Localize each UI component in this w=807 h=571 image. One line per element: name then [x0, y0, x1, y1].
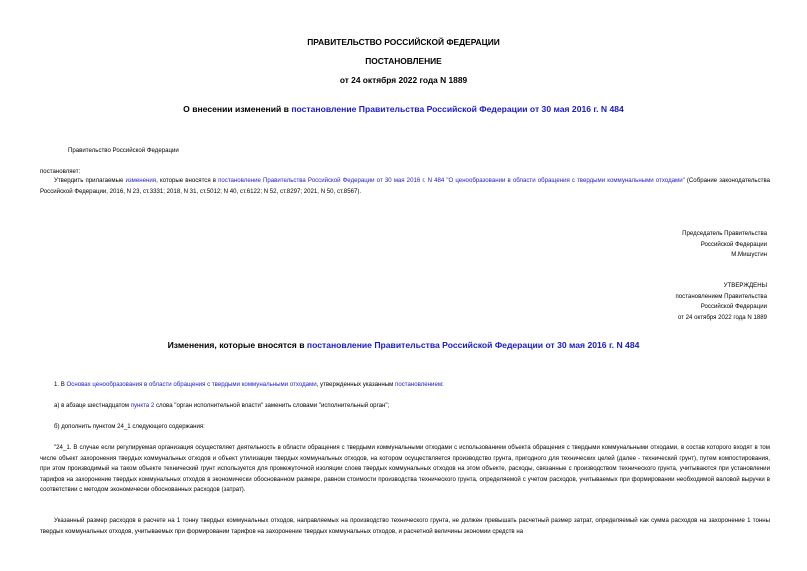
resolution-link[interactable]: постановлением	[395, 381, 443, 388]
pricing-basics-link[interactable]: Основах ценообразования в области обращения с твердыми коммунальными отходами	[66, 381, 317, 388]
paragraph-costs: Указанный размер расходов в расчете на 1 тонну твердых коммунальных отходов, направляемых на производство технического грунта, не должен превышать расчетный размер затрат, определяемый как сумма расходов на захоронение 1 тонны твердых коммунальных отходов, учитываемых при формировании тарифов на захоронение твердых коммунальных отходов, и расчетной величины экономии средств на	[40, 517, 770, 535]
resolution-484-link[interactable]: постановление Правительства Российской Федерации от 30 мая 2016 г. N 484 "О ценообразовании в области обращения с твердыми коммунальными отходами"	[218, 177, 685, 184]
item-1	[54, 380, 774, 391]
government-name: Правительство Российской Федерации	[68, 147, 179, 154]
government-heading: ПРАВИТЕЛЬСТВО РОССИЙСКОЙ ФЕДЕРАЦИИ	[307, 37, 500, 47]
title-text: О внесении изменений в	[183, 104, 292, 114]
item-1-start: 1. В	[54, 381, 67, 388]
document-title	[0, 104, 807, 114]
approved-line-2: постановлением Правительства	[675, 292, 767, 300]
approved-line-4: от 24 октября 2022 года N 1889	[677, 313, 767, 321]
document-date-number: от 24 октября 2022 года N 1889	[339, 75, 468, 85]
item-1-end: :	[442, 381, 444, 388]
changes-title	[0, 340, 807, 350]
signature-line-2: Российской Федерации	[700, 240, 767, 248]
approved-line-3: Российской Федерации	[700, 303, 767, 311]
changes-title-resolution-link[interactable]: постановление Правительства Российской Федерации от 30 мая 2016 г. N 484	[306, 340, 640, 350]
approve-text-start: Утвердить прилагаемые	[54, 177, 126, 184]
item-a-start: а) в абзаце шестнадцатом	[54, 402, 131, 409]
paragraph-24-1: "24_1. В случае если регулируемая организация осуществляет деятельность в области обращения с твердыми коммунальными отходами с использованием объекта обращения с твердыми коммунальными отходами, в состав которого входят в том числе объект захоронения твердых коммунальных отходов и объект утилизации твердых коммунальных отходов, на котором осуществляется производство грунта, пригодного для технических целей (далее - технический грунт), путем компостирования, при этом производимый на таком объекте технический грунт используется для промежуточной изоляции слоев твердых коммунальных отходов на этом объекте, расходы, связанные с производством технического грунта, учитываются при установлении тарифов на захоронение твердых коммунальных отходов в экономически обоснованном размере, равном стоимости производства технического грунта, определяемой с учетом расходов, учитываемых при формировании необходимой валовой выручки в соответствии с методом экономически обоснованных расходов (затрат).	[40, 444, 770, 494]
approved-line-1: УТВЕРЖДЕНЫ	[723, 282, 767, 289]
approve-text-mid: , которые вносятся в	[156, 177, 219, 184]
title-resolution-link[interactable]: постановление Правительства Российской Федерации от 30 мая 2016 г. N 484	[291, 104, 624, 114]
decides-text: постановляет:	[40, 168, 81, 175]
approved-block	[675, 281, 767, 323]
signature-block	[682, 229, 767, 261]
signature-name: М.Мишустин	[731, 251, 767, 259]
approve-paragraph	[40, 176, 770, 197]
item-1-mid: , утвержденных указанным	[316, 381, 396, 388]
approve-text-end: (Собрание законодательства Российской Федерации, 2016, N 23, ст.3331; 2018, N 31, ст.5012; N 40, ст.6122; N 52, ст.8297; 2021, N 50, ст.8567).	[40, 177, 770, 195]
changes-link[interactable]: изменения	[125, 177, 157, 184]
changes-title-text: Изменения, которые вносятся в	[167, 340, 307, 350]
signature-line-1: Председатель Правительства	[682, 230, 767, 237]
clause-2-link[interactable]: пункта 2	[130, 402, 155, 409]
item-a	[54, 401, 774, 412]
item-b: б) дополнить пунктом 24_1 следующего содержания:	[54, 423, 205, 430]
item-a-end: слова "орган исполнительной власти" заменить словами "исполнительный орган";	[154, 402, 390, 409]
document-type-heading: ПОСТАНОВЛЕНИЕ	[365, 56, 442, 66]
